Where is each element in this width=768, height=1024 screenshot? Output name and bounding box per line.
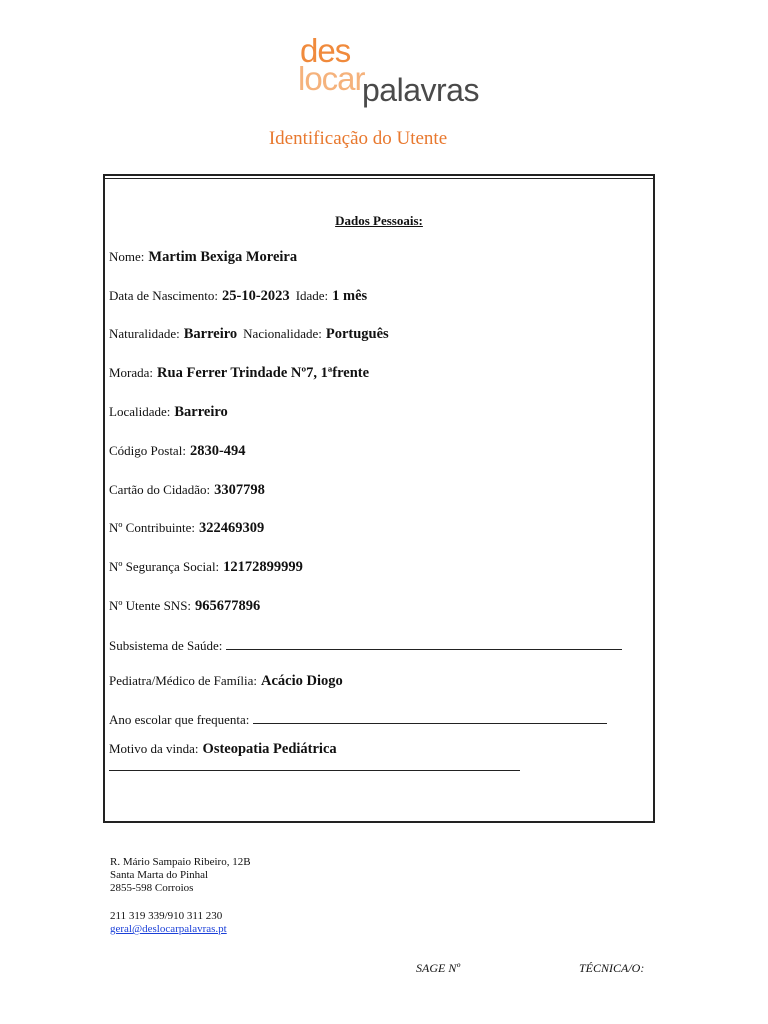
field-value: Osteopatia Pediátrica — [202, 741, 337, 757]
field-label: Nº Utente SNS: — [109, 598, 192, 613]
field-nome — [109, 249, 297, 266]
field-label: Pediatra/Médico de Família: — [109, 673, 258, 688]
field-contribuinte — [109, 520, 264, 537]
field-value: 25-10-2023 — [222, 288, 290, 304]
field-value: 12172899999 — [223, 559, 303, 575]
field-value: Acácio Diogo — [261, 673, 343, 689]
logo-part-palavras: palavras — [362, 72, 479, 108]
field-motivo — [109, 741, 337, 758]
field-value: 1 mês — [332, 288, 368, 304]
personal-data-form — [103, 174, 655, 823]
phone-numbers: 211 319 339/910 311 230 — [110, 910, 223, 922]
field-value: Barreiro — [174, 404, 228, 420]
field-value: Português — [325, 326, 389, 342]
field-label: Código Postal: — [109, 443, 186, 458]
ano-escolar-blank-line — [253, 710, 607, 724]
tecnica-label: TÉCNICA/O: — [579, 961, 645, 975]
field-label: Data de Nascimento: — [109, 288, 219, 303]
field-label: Idade: — [295, 288, 329, 303]
document-title: Identificação do Utente — [268, 128, 448, 149]
field-morada — [109, 365, 369, 382]
subsistema-blank-line — [226, 636, 622, 650]
field-ano-escolar — [109, 710, 607, 728]
field-value: Barreiro — [183, 326, 238, 342]
field-value: 965677896 — [195, 598, 261, 614]
field-seguranca-social — [109, 559, 303, 576]
field-value: Rua Ferrer Trindade Nº7, 1ªfrente — [157, 365, 370, 381]
field-value: 2830-494 — [189, 443, 246, 459]
sage-number-label: SAGE Nº — [416, 961, 461, 975]
field-value: 322469309 — [199, 520, 265, 536]
section-title: Dados Pessoais: — [335, 213, 423, 228]
field-label: Nº Segurança Social: — [109, 559, 220, 574]
field-label: Motivo da vinda: — [109, 741, 199, 756]
field-label: Nacionalidade: — [243, 326, 322, 341]
company-logo — [296, 34, 496, 108]
address-line: Santa Marta do Pinhal — [110, 869, 209, 881]
address-line: 2855-598 Corroios — [110, 882, 194, 894]
field-cartao-cidadao — [109, 482, 265, 499]
field-data-nascimento — [109, 288, 367, 305]
motivo-blank-line — [109, 770, 520, 771]
field-subsistema-saude — [109, 636, 622, 654]
field-naturalidade — [109, 326, 389, 343]
company-address — [110, 856, 251, 895]
field-localidade — [109, 404, 228, 421]
field-label: Morada: — [109, 365, 154, 380]
field-utente-sns — [109, 598, 260, 615]
logo-part-des: des — [300, 32, 351, 69]
field-value: Martim Bexiga Moreira — [148, 249, 298, 265]
field-label: Nome: — [109, 249, 145, 264]
field-label: Subsistema de Saúde: — [109, 638, 223, 653]
field-label: Ano escolar que frequenta: — [109, 712, 250, 727]
address-line: R. Mário Sampaio Ribeiro, 12B — [110, 856, 251, 868]
field-pediatra — [109, 673, 343, 690]
field-label: Localidade: — [109, 404, 171, 419]
logo-part-locar: locar — [298, 60, 365, 97]
field-label: Nº Contribuinte: — [109, 520, 195, 535]
email-link[interactable]: geral@deslocarpalavras.pt — [110, 923, 227, 935]
company-contact — [110, 910, 227, 936]
field-label: Naturalidade: — [109, 326, 180, 341]
field-codigo-postal — [109, 443, 246, 460]
field-label: Cartão do Cidadão: — [109, 482, 211, 497]
field-value: 3307798 — [214, 482, 265, 498]
